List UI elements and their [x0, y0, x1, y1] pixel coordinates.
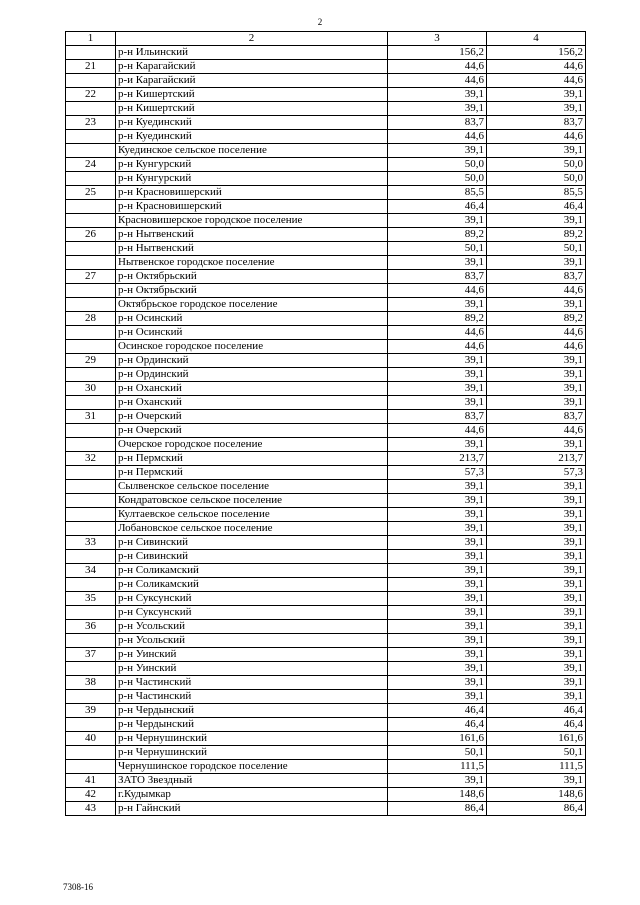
row-value-col-3: 39,1 — [388, 88, 487, 102]
row-territory-name: р-н Нытвенский — [116, 242, 388, 256]
row-number — [66, 522, 116, 536]
row-value-col-4: 39,1 — [487, 382, 586, 396]
row-value-col-3: 85,5 — [388, 186, 487, 200]
row-value-col-3: 39,1 — [388, 438, 487, 452]
row-value-col-3: 39,1 — [388, 606, 487, 620]
row-territory-name: Нытвенское городское поселение — [116, 256, 388, 270]
row-value-col-3: 44,6 — [388, 74, 487, 88]
table-row — [66, 620, 586, 634]
row-value-col-3: 39,1 — [388, 494, 487, 508]
row-number — [66, 578, 116, 592]
table-row — [66, 662, 586, 676]
row-value-col-4: 57,3 — [487, 466, 586, 480]
row-value-col-4: 85,5 — [487, 186, 586, 200]
row-value-col-3: 39,1 — [388, 592, 487, 606]
row-value-col-3: 39,1 — [388, 550, 487, 564]
table-row — [66, 396, 586, 410]
row-value-col-3: 39,1 — [388, 648, 487, 662]
row-number — [66, 172, 116, 186]
table-row — [66, 46, 586, 60]
row-value-col-3: 50,1 — [388, 746, 487, 760]
row-territory-name: р-н Кишертский — [116, 88, 388, 102]
row-value-col-4: 39,1 — [487, 676, 586, 690]
row-value-col-4: 39,1 — [487, 620, 586, 634]
row-value-col-4: 89,2 — [487, 228, 586, 242]
row-value-col-3: 111,5 — [388, 760, 487, 774]
row-number — [66, 396, 116, 410]
row-value-col-3: 83,7 — [388, 116, 487, 130]
row-territory-name: р-н Оханский — [116, 396, 388, 410]
row-value-col-3: 89,2 — [388, 312, 487, 326]
row-value-col-3: 44,6 — [388, 130, 487, 144]
row-number — [66, 284, 116, 298]
table-row — [66, 438, 586, 452]
row-territory-name: р-н Ильинский — [116, 46, 388, 60]
row-value-col-4: 39,1 — [487, 88, 586, 102]
table-row — [66, 452, 586, 466]
table-row — [66, 508, 586, 522]
row-value-col-4: 39,1 — [487, 690, 586, 704]
allocation-table — [65, 31, 586, 816]
table-row — [66, 74, 586, 88]
row-territory-name: Куединское сельское поселение — [116, 144, 388, 158]
table-row — [66, 802, 586, 816]
row-number — [66, 634, 116, 648]
table-row — [66, 676, 586, 690]
row-number — [66, 368, 116, 382]
table-row — [66, 88, 586, 102]
row-value-col-3: 83,7 — [388, 410, 487, 424]
row-number — [66, 200, 116, 214]
table-row — [66, 270, 586, 284]
row-value-col-4: 39,1 — [487, 494, 586, 508]
row-number: 41 — [66, 774, 116, 788]
row-territory-name: р-н Сивинский — [116, 550, 388, 564]
row-number — [66, 494, 116, 508]
row-value-col-3: 39,1 — [388, 578, 487, 592]
row-value-col-4: 83,7 — [487, 410, 586, 424]
table-row — [66, 788, 586, 802]
row-value-col-4: 39,1 — [487, 592, 586, 606]
row-number — [66, 326, 116, 340]
row-value-col-3: 44,6 — [388, 284, 487, 298]
row-value-col-3: 39,1 — [388, 382, 487, 396]
row-territory-name: р-н Соликамский — [116, 564, 388, 578]
row-value-col-3: 44,6 — [388, 340, 487, 354]
row-value-col-3: 50,0 — [388, 172, 487, 186]
table-row — [66, 102, 586, 116]
row-value-col-3: 39,1 — [388, 774, 487, 788]
row-territory-name: р-н Пермский — [116, 466, 388, 480]
row-territory-name: Кондратовское сельское поселение — [116, 494, 388, 508]
row-number: 28 — [66, 312, 116, 326]
row-value-col-4: 39,1 — [487, 634, 586, 648]
row-territory-name: р-н Пермский — [116, 452, 388, 466]
row-number — [66, 438, 116, 452]
row-territory-name: р-н Сивинский — [116, 536, 388, 550]
row-territory-name: р-н Усольский — [116, 634, 388, 648]
table-row — [66, 578, 586, 592]
row-number — [66, 102, 116, 116]
table-row — [66, 256, 586, 270]
row-value-col-3: 50,1 — [388, 242, 487, 256]
row-territory-name: р-н Красновишерский — [116, 200, 388, 214]
row-number — [66, 214, 116, 228]
row-number — [66, 298, 116, 312]
row-value-col-4: 39,1 — [487, 550, 586, 564]
row-number: 26 — [66, 228, 116, 242]
row-number: 22 — [66, 88, 116, 102]
table-row — [66, 298, 586, 312]
row-value-col-3: 39,1 — [388, 102, 487, 116]
row-territory-name: г.Кудымкар — [116, 788, 388, 802]
row-number: 40 — [66, 732, 116, 746]
row-value-col-4: 50,1 — [487, 242, 586, 256]
row-number: 35 — [66, 592, 116, 606]
row-number: 37 — [66, 648, 116, 662]
row-value-col-4: 39,1 — [487, 354, 586, 368]
row-value-col-3: 161,6 — [388, 732, 487, 746]
row-value-col-3: 89,2 — [388, 228, 487, 242]
row-territory-name: Култаевское сельское поселение — [116, 508, 388, 522]
table-row — [66, 480, 586, 494]
row-value-col-4: 39,1 — [487, 662, 586, 676]
row-value-col-4: 39,1 — [487, 102, 586, 116]
row-number: 27 — [66, 270, 116, 284]
row-value-col-4: 111,5 — [487, 760, 586, 774]
row-value-col-4: 89,2 — [487, 312, 586, 326]
row-value-col-3: 39,1 — [388, 690, 487, 704]
row-value-col-4: 44,6 — [487, 424, 586, 438]
row-number: 36 — [66, 620, 116, 634]
row-value-col-3: 46,4 — [388, 718, 487, 732]
table-row — [66, 284, 586, 298]
table-row — [66, 774, 586, 788]
table-row — [66, 522, 586, 536]
row-value-col-4: 39,1 — [487, 522, 586, 536]
row-number: 39 — [66, 704, 116, 718]
table-row — [66, 382, 586, 396]
row-value-col-3: 39,1 — [388, 564, 487, 578]
row-territory-name: р-н Чернушинский — [116, 732, 388, 746]
row-number — [66, 606, 116, 620]
row-territory-name: р-н Осинский — [116, 312, 388, 326]
row-value-col-3: 39,1 — [388, 214, 487, 228]
row-value-col-4: 44,6 — [487, 326, 586, 340]
row-value-col-3: 39,1 — [388, 368, 487, 382]
row-value-col-4: 39,1 — [487, 396, 586, 410]
row-number — [66, 508, 116, 522]
row-number — [66, 74, 116, 88]
table-row — [66, 606, 586, 620]
row-number — [66, 718, 116, 732]
table-row — [66, 564, 586, 578]
header-col-4: 4 — [487, 32, 586, 46]
table-row — [66, 186, 586, 200]
row-value-col-4: 83,7 — [487, 270, 586, 284]
table-row — [66, 116, 586, 130]
header-col-3: 3 — [388, 32, 487, 46]
row-territory-name: р-н Очерский — [116, 410, 388, 424]
row-value-col-3: 39,1 — [388, 298, 487, 312]
table-row — [66, 634, 586, 648]
table-header-row — [66, 32, 586, 46]
row-number: 33 — [66, 536, 116, 550]
row-value-col-4: 39,1 — [487, 144, 586, 158]
row-territory-name: ЗАТО Звездный — [116, 774, 388, 788]
row-value-col-4: 39,1 — [487, 438, 586, 452]
row-value-col-3: 39,1 — [388, 522, 487, 536]
table-row — [66, 760, 586, 774]
table-row — [66, 494, 586, 508]
row-number — [66, 144, 116, 158]
row-value-col-4: 46,4 — [487, 704, 586, 718]
row-territory-name: р-н Кунгурский — [116, 172, 388, 186]
row-value-col-3: 39,1 — [388, 396, 487, 410]
row-number — [66, 424, 116, 438]
row-number — [66, 662, 116, 676]
row-territory-name: р-н Осинский — [116, 326, 388, 340]
table-row — [66, 228, 586, 242]
row-value-col-3: 39,1 — [388, 620, 487, 634]
row-territory-name: р-н Суксунский — [116, 592, 388, 606]
page-number: 2 — [317, 17, 323, 27]
row-territory-name: р-н Соликамский — [116, 578, 388, 592]
table-row — [66, 130, 586, 144]
table-row — [66, 326, 586, 340]
row-value-col-3: 39,1 — [388, 508, 487, 522]
row-value-col-4: 39,1 — [487, 368, 586, 382]
row-value-col-3: 44,6 — [388, 60, 487, 74]
row-number: 43 — [66, 802, 116, 816]
row-number — [66, 340, 116, 354]
row-value-col-4: 156,2 — [487, 46, 586, 60]
row-value-col-4: 161,6 — [487, 732, 586, 746]
row-value-col-4: 39,1 — [487, 480, 586, 494]
row-number — [66, 690, 116, 704]
row-value-col-4: 39,1 — [487, 648, 586, 662]
table-row — [66, 718, 586, 732]
row-number — [66, 130, 116, 144]
row-territory-name: р-н Чернушинский — [116, 746, 388, 760]
row-territory-name: р-н Ординский — [116, 354, 388, 368]
row-value-col-4: 44,6 — [487, 60, 586, 74]
row-value-col-4: 39,1 — [487, 256, 586, 270]
table-row — [66, 550, 586, 564]
row-territory-name: р-н Чердынский — [116, 704, 388, 718]
row-value-col-4: 44,6 — [487, 284, 586, 298]
row-value-col-3: 44,6 — [388, 424, 487, 438]
row-value-col-4: 39,1 — [487, 774, 586, 788]
table-row — [66, 172, 586, 186]
row-territory-name: р-н Суксунский — [116, 606, 388, 620]
row-number — [66, 760, 116, 774]
row-number — [66, 466, 116, 480]
row-territory-name: Сылвенское сельское поселение — [116, 480, 388, 494]
row-number: 30 — [66, 382, 116, 396]
row-number: 29 — [66, 354, 116, 368]
row-territory-name: р-н Усольский — [116, 620, 388, 634]
row-value-col-3: 39,1 — [388, 144, 487, 158]
row-value-col-3: 83,7 — [388, 270, 487, 284]
row-territory-name: р-и Карагайский — [116, 74, 388, 88]
table-row — [66, 410, 586, 424]
row-value-col-4: 39,1 — [487, 606, 586, 620]
row-value-col-3: 50,0 — [388, 158, 487, 172]
row-value-col-3: 57,3 — [388, 466, 487, 480]
row-value-col-3: 39,1 — [388, 662, 487, 676]
table-row — [66, 732, 586, 746]
row-territory-name: р-н Красновишерский — [116, 186, 388, 200]
row-number — [66, 242, 116, 256]
table-row — [66, 340, 586, 354]
table-row — [66, 648, 586, 662]
row-value-col-4: 83,7 — [487, 116, 586, 130]
row-number: 42 — [66, 788, 116, 802]
table-row — [66, 466, 586, 480]
row-territory-name: Очерское городское поселение — [116, 438, 388, 452]
row-value-col-3: 39,1 — [388, 354, 487, 368]
row-value-col-4: 39,1 — [487, 214, 586, 228]
row-territory-name: р-н Куединский — [116, 130, 388, 144]
row-value-col-4: 44,6 — [487, 130, 586, 144]
row-value-col-4: 46,4 — [487, 200, 586, 214]
row-number: 24 — [66, 158, 116, 172]
row-territory-name: р-н Чердынский — [116, 718, 388, 732]
row-value-col-4: 44,6 — [487, 74, 586, 88]
row-number: 38 — [66, 676, 116, 690]
row-value-col-3: 148,6 — [388, 788, 487, 802]
row-value-col-3: 156,2 — [388, 46, 487, 60]
row-number: 25 — [66, 186, 116, 200]
table-row — [66, 746, 586, 760]
table-row — [66, 144, 586, 158]
row-territory-name: р-н Частинский — [116, 690, 388, 704]
row-value-col-4: 39,1 — [487, 564, 586, 578]
row-number: 21 — [66, 60, 116, 74]
table-row — [66, 536, 586, 550]
table-row — [66, 242, 586, 256]
row-value-col-3: 39,1 — [388, 536, 487, 550]
table-row — [66, 424, 586, 438]
row-value-col-3: 213,7 — [388, 452, 487, 466]
header-col-1: 1 — [66, 32, 116, 46]
footer-document-code: 7308-16 — [63, 882, 93, 892]
row-number: 31 — [66, 410, 116, 424]
row-territory-name: р-н Гайнский — [116, 802, 388, 816]
row-number — [66, 480, 116, 494]
table-row — [66, 592, 586, 606]
row-territory-name: Чернушинское городское поселение — [116, 760, 388, 774]
row-territory-name: р-н Октябрьский — [116, 284, 388, 298]
table-row — [66, 158, 586, 172]
row-territory-name: р-н Очерский — [116, 424, 388, 438]
row-value-col-4: 213,7 — [487, 452, 586, 466]
row-value-col-4: 50,0 — [487, 172, 586, 186]
table-row — [66, 312, 586, 326]
row-value-col-4: 50,0 — [487, 158, 586, 172]
row-territory-name: р-н Кишертский — [116, 102, 388, 116]
row-value-col-4: 148,6 — [487, 788, 586, 802]
row-number: 23 — [66, 116, 116, 130]
row-value-col-3: 39,1 — [388, 634, 487, 648]
row-value-col-4: 86,4 — [487, 802, 586, 816]
row-value-col-3: 46,4 — [388, 200, 487, 214]
row-territory-name: Октябрьское городское поселение — [116, 298, 388, 312]
row-territory-name: Лобановское сельское поселение — [116, 522, 388, 536]
row-value-col-3: 86,4 — [388, 802, 487, 816]
row-value-col-3: 44,6 — [388, 326, 487, 340]
row-value-col-3: 39,1 — [388, 480, 487, 494]
row-territory-name: р-н Куединский — [116, 116, 388, 130]
row-value-col-4: 50,1 — [487, 746, 586, 760]
row-territory-name: р-н Оханский — [116, 382, 388, 396]
row-value-col-3: 39,1 — [388, 256, 487, 270]
row-territory-name: р-н Уинский — [116, 648, 388, 662]
row-territory-name: р-н Частинский — [116, 676, 388, 690]
row-value-col-4: 44,6 — [487, 340, 586, 354]
header-col-2: 2 — [116, 32, 388, 46]
row-number: 34 — [66, 564, 116, 578]
row-territory-name: р-н Нытвенский — [116, 228, 388, 242]
row-value-col-4: 39,1 — [487, 508, 586, 522]
row-value-col-4: 46,4 — [487, 718, 586, 732]
table-row — [66, 368, 586, 382]
row-number — [66, 550, 116, 564]
row-territory-name: р-н Октябрьский — [116, 270, 388, 284]
row-value-col-4: 39,1 — [487, 578, 586, 592]
row-territory-name: р-н Ординский — [116, 368, 388, 382]
row-territory-name: р-н Карагайский — [116, 60, 388, 74]
row-territory-name: Красновишерское городское поселение — [116, 214, 388, 228]
row-territory-name: р-н Кунгурский — [116, 158, 388, 172]
row-number — [66, 46, 116, 60]
table-row — [66, 60, 586, 74]
row-territory-name: р-н Уинский — [116, 662, 388, 676]
table-row — [66, 200, 586, 214]
row-territory-name: Осинское городское поселение — [116, 340, 388, 354]
row-value-col-4: 39,1 — [487, 298, 586, 312]
row-number: 32 — [66, 452, 116, 466]
table-row — [66, 690, 586, 704]
row-value-col-4: 39,1 — [487, 536, 586, 550]
table-row — [66, 214, 586, 228]
table-row — [66, 704, 586, 718]
table-row — [66, 354, 586, 368]
row-number — [66, 256, 116, 270]
row-value-col-3: 39,1 — [388, 676, 487, 690]
row-value-col-3: 46,4 — [388, 704, 487, 718]
table-body — [66, 32, 586, 816]
row-number — [66, 746, 116, 760]
